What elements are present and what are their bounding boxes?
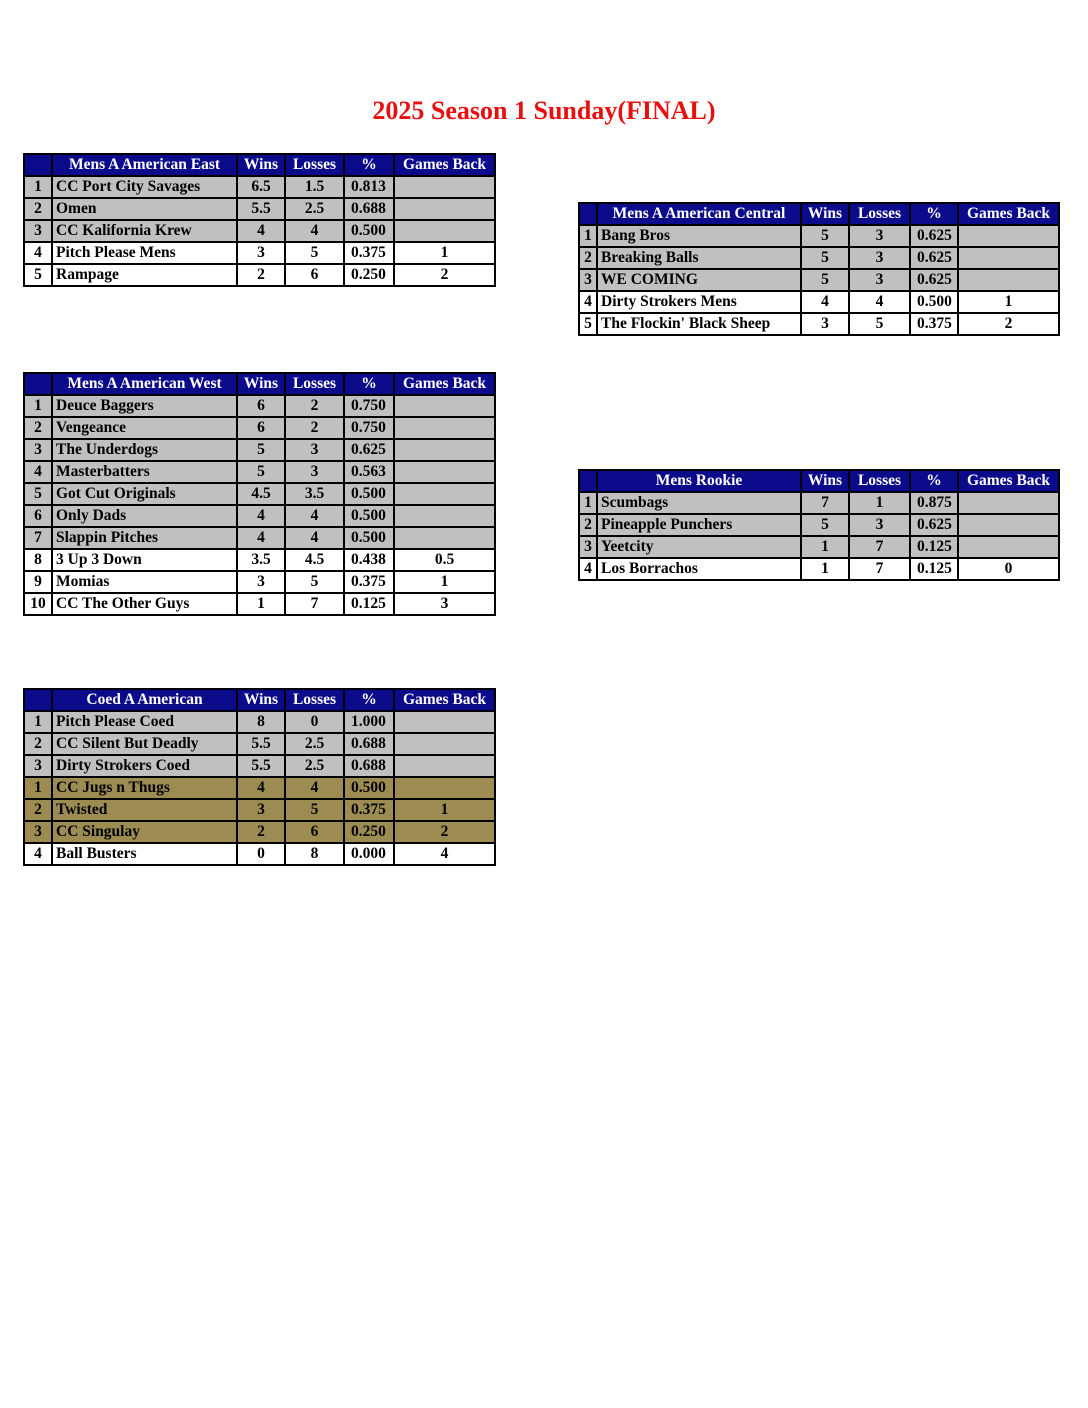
games-back-cell: 2 bbox=[394, 821, 495, 843]
wins-cell: 0 bbox=[237, 843, 285, 865]
rank-cell: 2 bbox=[579, 247, 597, 269]
table-header-row bbox=[24, 154, 495, 176]
losses-cell: 6 bbox=[285, 821, 344, 843]
team-name-cell: Breaking Balls bbox=[597, 247, 801, 269]
table-row bbox=[24, 483, 495, 505]
wins-cell: 4 bbox=[237, 220, 285, 242]
pct-cell: 0.625 bbox=[344, 439, 394, 461]
wins-cell: 5 bbox=[801, 247, 849, 269]
wins-cell: 8 bbox=[237, 711, 285, 733]
games-back-header: Games Back bbox=[394, 154, 495, 176]
rank-cell: 8 bbox=[24, 549, 52, 571]
pct-header: % bbox=[910, 470, 958, 492]
pct-cell: 0.125 bbox=[910, 558, 958, 580]
games-back-cell bbox=[394, 461, 495, 483]
games-back-cell: 3 bbox=[394, 593, 495, 615]
losses-cell: 3 bbox=[849, 269, 910, 291]
team-name-cell: Ball Busters bbox=[52, 843, 237, 865]
rank-cell: 3 bbox=[24, 821, 52, 843]
rank-cell: 7 bbox=[24, 527, 52, 549]
rank-cell: 2 bbox=[24, 417, 52, 439]
losses-cell: 2 bbox=[285, 417, 344, 439]
team-name-cell: Masterbatters bbox=[52, 461, 237, 483]
table-row bbox=[579, 225, 1059, 247]
table-row bbox=[24, 821, 495, 843]
games-back-cell bbox=[394, 483, 495, 505]
wins-cell: 3 bbox=[801, 313, 849, 335]
losses-cell: 2.5 bbox=[285, 755, 344, 777]
team-name-cell: CC Singulay bbox=[52, 821, 237, 843]
losses-cell: 3.5 bbox=[285, 483, 344, 505]
table-row bbox=[579, 247, 1059, 269]
pct-cell: 0.438 bbox=[344, 549, 394, 571]
rank-cell: 2 bbox=[24, 198, 52, 220]
games-back-cell bbox=[958, 269, 1059, 291]
team-name-cell: CC The Other Guys bbox=[52, 593, 237, 615]
wins-cell: 4 bbox=[801, 291, 849, 313]
losses-cell: 3 bbox=[849, 247, 910, 269]
rank-cell: 4 bbox=[24, 242, 52, 264]
rank-header bbox=[24, 154, 52, 176]
wins-header: Wins bbox=[237, 373, 285, 395]
wins-cell: 5 bbox=[801, 269, 849, 291]
wins-cell: 5 bbox=[237, 461, 285, 483]
table-header-row bbox=[24, 689, 495, 711]
games-back-cell: 1 bbox=[958, 291, 1059, 313]
losses-header: Losses bbox=[285, 689, 344, 711]
losses-cell: 8 bbox=[285, 843, 344, 865]
rank-cell: 3 bbox=[24, 220, 52, 242]
rank-cell: 4 bbox=[579, 558, 597, 580]
wins-cell: 3.5 bbox=[237, 549, 285, 571]
standings-table-coed-a-american bbox=[23, 688, 496, 866]
games-back-cell: 1 bbox=[394, 571, 495, 593]
table-row bbox=[579, 269, 1059, 291]
games-back-cell: 0.5 bbox=[394, 549, 495, 571]
losses-cell: 7 bbox=[849, 536, 910, 558]
wins-cell: 4 bbox=[237, 505, 285, 527]
table-row bbox=[24, 755, 495, 777]
wins-header: Wins bbox=[801, 203, 849, 225]
table-row bbox=[24, 417, 495, 439]
games-back-cell bbox=[394, 220, 495, 242]
table-header-row bbox=[579, 470, 1059, 492]
wins-cell: 5 bbox=[237, 439, 285, 461]
games-back-cell bbox=[394, 755, 495, 777]
rank-cell: 4 bbox=[579, 291, 597, 313]
losses-header: Losses bbox=[285, 154, 344, 176]
losses-cell: 5 bbox=[285, 242, 344, 264]
table-row bbox=[24, 264, 495, 286]
wins-cell: 3 bbox=[237, 571, 285, 593]
rank-header bbox=[24, 373, 52, 395]
games-back-cell bbox=[394, 395, 495, 417]
games-back-cell bbox=[394, 777, 495, 799]
table-row bbox=[24, 843, 495, 865]
team-name-cell: Bang Bros bbox=[597, 225, 801, 247]
division-name: Mens A American Central bbox=[597, 203, 801, 225]
wins-cell: 1 bbox=[801, 558, 849, 580]
losses-cell: 7 bbox=[849, 558, 910, 580]
games-back-cell: 0 bbox=[958, 558, 1059, 580]
pct-cell: 0.500 bbox=[344, 483, 394, 505]
pct-cell: 0.688 bbox=[344, 198, 394, 220]
pct-header: % bbox=[344, 689, 394, 711]
team-name-cell: The Flockin' Black Sheep bbox=[597, 313, 801, 335]
games-back-cell bbox=[958, 514, 1059, 536]
wins-cell: 7 bbox=[801, 492, 849, 514]
pct-cell: 0.625 bbox=[910, 247, 958, 269]
rank-cell: 1 bbox=[579, 492, 597, 514]
wins-header: Wins bbox=[801, 470, 849, 492]
pct-cell: 0.750 bbox=[344, 417, 394, 439]
losses-cell: 0 bbox=[285, 711, 344, 733]
losses-cell: 4 bbox=[285, 505, 344, 527]
wins-header: Wins bbox=[237, 154, 285, 176]
rank-cell: 5 bbox=[579, 313, 597, 335]
wins-cell: 3 bbox=[237, 799, 285, 821]
standings-table-mens-rookie bbox=[578, 469, 1060, 581]
table-row bbox=[579, 558, 1059, 580]
games-back-cell bbox=[958, 536, 1059, 558]
wins-cell: 3 bbox=[237, 242, 285, 264]
pct-cell: 0.125 bbox=[344, 593, 394, 615]
rank-cell: 9 bbox=[24, 571, 52, 593]
games-back-cell bbox=[394, 527, 495, 549]
table-row bbox=[24, 461, 495, 483]
team-name-cell: CC Jugs n Thugs bbox=[52, 777, 237, 799]
team-name-cell: Deuce Baggers bbox=[52, 395, 237, 417]
losses-cell: 5 bbox=[285, 799, 344, 821]
losses-cell: 6 bbox=[285, 264, 344, 286]
team-name-cell: Twisted bbox=[52, 799, 237, 821]
rank-cell: 1 bbox=[24, 777, 52, 799]
wins-cell: 2 bbox=[237, 821, 285, 843]
table-row bbox=[24, 733, 495, 755]
table-row bbox=[24, 395, 495, 417]
standings-table-mens-a-american-east bbox=[23, 153, 496, 287]
wins-cell: 5 bbox=[801, 225, 849, 247]
table-row bbox=[24, 711, 495, 733]
table-row bbox=[24, 176, 495, 198]
team-name-cell: Rampage bbox=[52, 264, 237, 286]
division-name: Mens Rookie bbox=[597, 470, 801, 492]
rank-cell: 1 bbox=[24, 395, 52, 417]
losses-cell: 5 bbox=[849, 313, 910, 335]
wins-cell: 4 bbox=[237, 527, 285, 549]
pct-cell: 0.500 bbox=[910, 291, 958, 313]
pct-cell: 0.750 bbox=[344, 395, 394, 417]
losses-cell: 3 bbox=[849, 225, 910, 247]
games-back-cell: 1 bbox=[394, 242, 495, 264]
games-back-cell bbox=[394, 176, 495, 198]
losses-cell: 4.5 bbox=[285, 549, 344, 571]
pct-header: % bbox=[344, 154, 394, 176]
pct-cell: 0.625 bbox=[910, 269, 958, 291]
losses-cell: 5 bbox=[285, 571, 344, 593]
losses-header: Losses bbox=[285, 373, 344, 395]
pct-cell: 0.688 bbox=[344, 755, 394, 777]
pct-cell: 0.625 bbox=[910, 514, 958, 536]
rank-cell: 1 bbox=[24, 711, 52, 733]
table-row bbox=[24, 527, 495, 549]
standings-table-mens-a-american-central bbox=[578, 202, 1060, 336]
team-name-cell: WE COMING bbox=[597, 269, 801, 291]
rank-cell: 2 bbox=[24, 799, 52, 821]
table-row bbox=[24, 220, 495, 242]
games-back-cell bbox=[394, 733, 495, 755]
team-name-cell: Slappin Pitches bbox=[52, 527, 237, 549]
games-back-cell bbox=[394, 198, 495, 220]
table-row bbox=[24, 439, 495, 461]
games-back-cell bbox=[958, 225, 1059, 247]
pct-cell: 1.000 bbox=[344, 711, 394, 733]
pct-header: % bbox=[344, 373, 394, 395]
games-back-cell bbox=[394, 439, 495, 461]
games-back-header: Games Back bbox=[958, 470, 1059, 492]
losses-cell: 4 bbox=[285, 527, 344, 549]
team-name-cell: Yeetcity bbox=[597, 536, 801, 558]
games-back-cell bbox=[958, 247, 1059, 269]
losses-cell: 7 bbox=[285, 593, 344, 615]
team-name-cell: Scumbags bbox=[597, 492, 801, 514]
table-row bbox=[579, 492, 1059, 514]
losses-header: Losses bbox=[849, 470, 910, 492]
table-row bbox=[579, 291, 1059, 313]
pct-cell: 0.375 bbox=[344, 799, 394, 821]
games-back-header: Games Back bbox=[394, 373, 495, 395]
standings-table-mens-a-american-west bbox=[23, 372, 496, 616]
pct-cell: 0.500 bbox=[344, 777, 394, 799]
rank-cell: 1 bbox=[579, 225, 597, 247]
wins-cell: 5.5 bbox=[237, 733, 285, 755]
games-back-header: Games Back bbox=[394, 689, 495, 711]
table-row bbox=[24, 549, 495, 571]
losses-cell: 2.5 bbox=[285, 198, 344, 220]
table-row bbox=[579, 313, 1059, 335]
pct-cell: 0.250 bbox=[344, 264, 394, 286]
games-back-cell: 2 bbox=[394, 264, 495, 286]
wins-cell: 5 bbox=[801, 514, 849, 536]
wins-cell: 6 bbox=[237, 417, 285, 439]
division-name: Mens A American West bbox=[52, 373, 237, 395]
table-header-row bbox=[579, 203, 1059, 225]
losses-cell: 4 bbox=[285, 777, 344, 799]
rank-cell: 3 bbox=[579, 269, 597, 291]
losses-cell: 1 bbox=[849, 492, 910, 514]
division-name: Mens A American East bbox=[52, 154, 237, 176]
rank-header bbox=[579, 470, 597, 492]
team-name-cell: 3 Up 3 Down bbox=[52, 549, 237, 571]
table-header-row bbox=[24, 373, 495, 395]
pct-cell: 0.125 bbox=[910, 536, 958, 558]
team-name-cell: CC Port City Savages bbox=[52, 176, 237, 198]
rank-cell: 2 bbox=[579, 514, 597, 536]
rank-cell: 1 bbox=[24, 176, 52, 198]
pct-cell: 0.625 bbox=[910, 225, 958, 247]
page-title: 2025 Season 1 Sunday(FINAL) bbox=[372, 96, 716, 125]
games-back-cell: 4 bbox=[394, 843, 495, 865]
team-name-cell: Los Borrachos bbox=[597, 558, 801, 580]
pct-cell: 0.375 bbox=[910, 313, 958, 335]
team-name-cell: Momias bbox=[52, 571, 237, 593]
pct-cell: 0.250 bbox=[344, 821, 394, 843]
pct-cell: 0.500 bbox=[344, 527, 394, 549]
pct-cell: 0.875 bbox=[910, 492, 958, 514]
wins-cell: 2 bbox=[237, 264, 285, 286]
pct-cell: 0.813 bbox=[344, 176, 394, 198]
team-name-cell: Vengeance bbox=[52, 417, 237, 439]
rank-cell: 5 bbox=[24, 264, 52, 286]
rank-cell: 3 bbox=[24, 755, 52, 777]
games-back-cell bbox=[394, 505, 495, 527]
team-name-cell: Pitch Please Mens bbox=[52, 242, 237, 264]
losses-cell: 2.5 bbox=[285, 733, 344, 755]
pct-cell: 0.000 bbox=[344, 843, 394, 865]
table-row bbox=[24, 571, 495, 593]
wins-cell: 1 bbox=[237, 593, 285, 615]
games-back-cell: 1 bbox=[394, 799, 495, 821]
losses-cell: 4 bbox=[285, 220, 344, 242]
team-name-cell: CC Silent But Deadly bbox=[52, 733, 237, 755]
rank-header bbox=[24, 689, 52, 711]
rank-cell: 3 bbox=[579, 536, 597, 558]
losses-cell: 1.5 bbox=[285, 176, 344, 198]
losses-cell: 4 bbox=[849, 291, 910, 313]
games-back-cell bbox=[394, 711, 495, 733]
table-row bbox=[579, 536, 1059, 558]
wins-cell: 5.5 bbox=[237, 198, 285, 220]
rank-cell: 4 bbox=[24, 461, 52, 483]
table-row bbox=[579, 514, 1059, 536]
team-name-cell: Dirty Strokers Coed bbox=[52, 755, 237, 777]
rank-cell: 4 bbox=[24, 843, 52, 865]
team-name-cell: The Underdogs bbox=[52, 439, 237, 461]
team-name-cell: Pitch Please Coed bbox=[52, 711, 237, 733]
division-name: Coed A American bbox=[52, 689, 237, 711]
wins-cell: 6 bbox=[237, 395, 285, 417]
rank-cell: 3 bbox=[24, 439, 52, 461]
wins-cell: 5.5 bbox=[237, 755, 285, 777]
pct-cell: 0.375 bbox=[344, 571, 394, 593]
rank-cell: 6 bbox=[24, 505, 52, 527]
table-row bbox=[24, 242, 495, 264]
wins-cell: 4 bbox=[237, 777, 285, 799]
games-back-header: Games Back bbox=[958, 203, 1059, 225]
team-name-cell: Only Dads bbox=[52, 505, 237, 527]
table-row bbox=[24, 198, 495, 220]
rank-cell: 10 bbox=[24, 593, 52, 615]
pct-cell: 0.500 bbox=[344, 220, 394, 242]
rank-header bbox=[579, 203, 597, 225]
losses-header: Losses bbox=[849, 203, 910, 225]
team-name-cell: Pineapple Punchers bbox=[597, 514, 801, 536]
losses-cell: 3 bbox=[285, 439, 344, 461]
rank-cell: 2 bbox=[24, 733, 52, 755]
pct-cell: 0.688 bbox=[344, 733, 394, 755]
losses-cell: 3 bbox=[285, 461, 344, 483]
wins-cell: 4.5 bbox=[237, 483, 285, 505]
team-name-cell: CC Kalifornia Krew bbox=[52, 220, 237, 242]
losses-cell: 2 bbox=[285, 395, 344, 417]
table-row bbox=[24, 505, 495, 527]
wins-cell: 1 bbox=[801, 536, 849, 558]
table-row bbox=[24, 777, 495, 799]
games-back-cell: 2 bbox=[958, 313, 1059, 335]
team-name-cell: Dirty Strokers Mens bbox=[597, 291, 801, 313]
pct-cell: 0.500 bbox=[344, 505, 394, 527]
team-name-cell: Got Cut Originals bbox=[52, 483, 237, 505]
table-row bbox=[24, 593, 495, 615]
pct-header: % bbox=[910, 203, 958, 225]
games-back-cell bbox=[958, 492, 1059, 514]
team-name-cell: Omen bbox=[52, 198, 237, 220]
wins-header: Wins bbox=[237, 689, 285, 711]
pct-cell: 0.375 bbox=[344, 242, 394, 264]
rank-cell: 5 bbox=[24, 483, 52, 505]
losses-cell: 3 bbox=[849, 514, 910, 536]
wins-cell: 6.5 bbox=[237, 176, 285, 198]
table-row bbox=[24, 799, 495, 821]
games-back-cell bbox=[394, 417, 495, 439]
pct-cell: 0.563 bbox=[344, 461, 394, 483]
